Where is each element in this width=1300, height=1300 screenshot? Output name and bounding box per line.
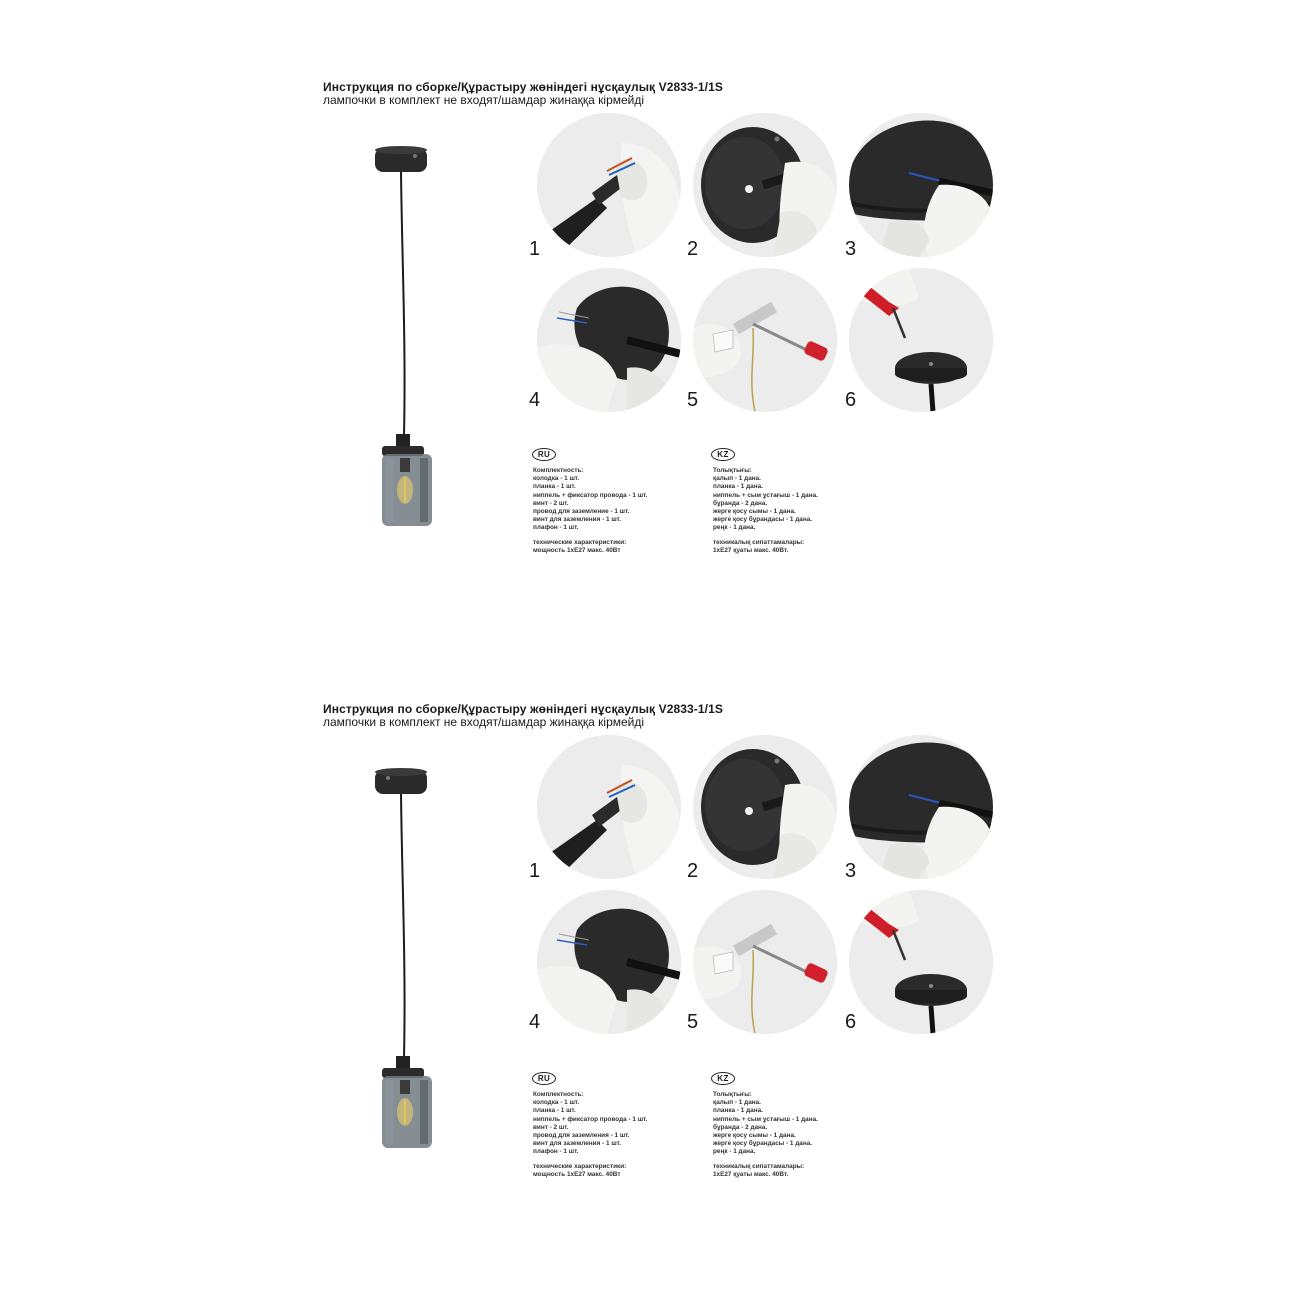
step-number-5: 5 xyxy=(687,389,699,411)
step-2-image xyxy=(693,113,837,257)
step-number-4: 4 xyxy=(529,1011,541,1033)
ru-spec-heading: технические характеристики: xyxy=(533,1162,627,1170)
ru-kit-item: плафон - 1 шт. xyxy=(533,524,579,532)
kz-spec-value: 1хЕ27 қуаты макс. 40Вт. xyxy=(713,1170,789,1178)
step-number-2: 2 xyxy=(687,860,699,882)
step-number-3: 3 xyxy=(845,860,857,882)
ru-spec-value: мощность 1хЕ27 макс. 40Вт xyxy=(533,1170,621,1178)
step-number-6: 6 xyxy=(845,389,857,411)
ru-kit-item: винт - 2 шт. xyxy=(533,499,569,507)
step-3-image xyxy=(849,735,993,879)
ru-spec-value: мощность 1хЕ27 макс. 40Вт xyxy=(533,546,621,554)
kz-kit-heading: Толықтығы: xyxy=(713,1091,752,1098)
kz-kit-item: жерге қосу бұрандасы - 1 дана. xyxy=(713,516,813,524)
pendant-lamp-illustration xyxy=(360,140,450,540)
step-5-image xyxy=(693,890,837,1034)
ru-kit-item: планка - 1 шт. xyxy=(533,1107,576,1115)
ru-kit-item: винт для заземления - 1 шт. xyxy=(533,516,621,524)
step-number-4: 4 xyxy=(529,389,541,411)
kz-kit-item: ниппель + сым ұстағыш - 1 дана. xyxy=(713,491,818,499)
pendant-lamp-illustration xyxy=(360,762,450,1162)
kz-kit-item: жерге қосу сымы - 1 дана. xyxy=(713,1132,796,1140)
ru-kit-item: провод для заземление - 1 шт. xyxy=(533,508,630,516)
kz-spec-block xyxy=(713,467,818,555)
sheet-title: Инструкция по сборке/Құрастыру жөніндегі нұсқаулық V2833-1/1S xyxy=(323,702,723,716)
step-number-3: 3 xyxy=(845,238,857,260)
ru-spec-block xyxy=(533,1091,647,1179)
step-number-6: 6 xyxy=(845,1011,857,1033)
step-3-image xyxy=(849,113,993,257)
step-number-5: 5 xyxy=(687,1011,699,1033)
kz-kit-item: планка - 1 дана. xyxy=(713,483,763,491)
kz-spec-heading: техникалық сипаттамалары: xyxy=(713,1162,805,1170)
kz-kit-heading: Толықтығы: xyxy=(713,467,752,474)
kz-spec-heading: техникалық сипаттамалары: xyxy=(713,538,805,546)
step-5-image xyxy=(693,268,837,412)
kz-kit-item: реңк - 1 дана. xyxy=(713,524,756,532)
kz-spec-block xyxy=(713,1091,818,1179)
ru-kit-heading: Комплектность: xyxy=(533,467,584,474)
step-1-image xyxy=(537,113,681,257)
kz-kit-item: планка - 1 дана. xyxy=(713,1107,763,1115)
step-4-image xyxy=(537,890,681,1034)
kz-kit-item: бұранда - 2 дана. xyxy=(713,499,768,507)
sheet-subtitle: лампочки в комплект не входят/шамдар жинаққа кірмейді xyxy=(323,93,645,107)
kz-badge: KZ xyxy=(711,448,735,461)
kz-kit-item: жерге қосу сымы - 1 дана. xyxy=(713,508,796,516)
ru-kit-item: ниппель + фиксатор провода - 1 шт. xyxy=(533,1115,648,1123)
ru-kit-item: винт для заземления - 1 шт. xyxy=(533,1140,621,1148)
step-number-1: 1 xyxy=(529,860,541,882)
ru-kit-item: колодка - 1 шт. xyxy=(533,475,580,483)
ru-kit-item: провод для заземления - 1 шт. xyxy=(533,1132,630,1140)
ru-kit-item: колодка - 1 шт. xyxy=(533,1099,580,1107)
kz-kit-item: жерге қосу бұрандасы - 1 дана. xyxy=(713,1140,813,1148)
step-1-image xyxy=(537,735,681,879)
step-number-1: 1 xyxy=(529,238,541,260)
ru-kit-item: планка - 1 шт. xyxy=(533,483,576,491)
step-number-2: 2 xyxy=(687,238,699,260)
step-4-image xyxy=(537,268,681,412)
ru-badge: RU xyxy=(532,1072,556,1085)
ru-spec-block xyxy=(533,467,647,555)
kz-kit-item: ниппель + сым ұстағыш - 1 дана. xyxy=(713,1115,818,1123)
ru-kit-item: плафон - 1 шт. xyxy=(533,1148,579,1156)
kz-kit-item: қалып - 1 дана. xyxy=(713,475,761,483)
kz-badge: KZ xyxy=(711,1072,735,1085)
ru-spec-heading: технические характеристики: xyxy=(533,538,627,546)
kz-kit-item: бұранда - 2 дана. xyxy=(713,1123,768,1131)
kz-kit-item: реңк - 1 дана. xyxy=(713,1148,756,1156)
instruction-sheet-2 xyxy=(0,622,1300,1242)
step-6-image xyxy=(849,268,993,412)
kz-spec-value: 1хЕ27 қуаты макс. 40Вт. xyxy=(713,546,789,554)
ru-kit-heading: Комплектность: xyxy=(533,1091,584,1098)
ru-badge: RU xyxy=(532,448,556,461)
sheet-title: Инструкция по сборке/Құрастыру жөніндегі нұсқаулық V2833-1/1S xyxy=(323,80,723,94)
instruction-sheet-1 xyxy=(0,0,1300,620)
step-2-image xyxy=(693,735,837,879)
ru-kit-item: винт - 2 шт. xyxy=(533,1123,569,1131)
sheet-subtitle: лампочки в комплект не входят/шамдар жинаққа кірмейді xyxy=(323,715,645,729)
ru-kit-item: ниппель + фиксатор провода - 1 шт. xyxy=(533,491,648,499)
step-6-image xyxy=(849,890,993,1034)
kz-kit-item: қалып - 1 дана. xyxy=(713,1099,761,1107)
